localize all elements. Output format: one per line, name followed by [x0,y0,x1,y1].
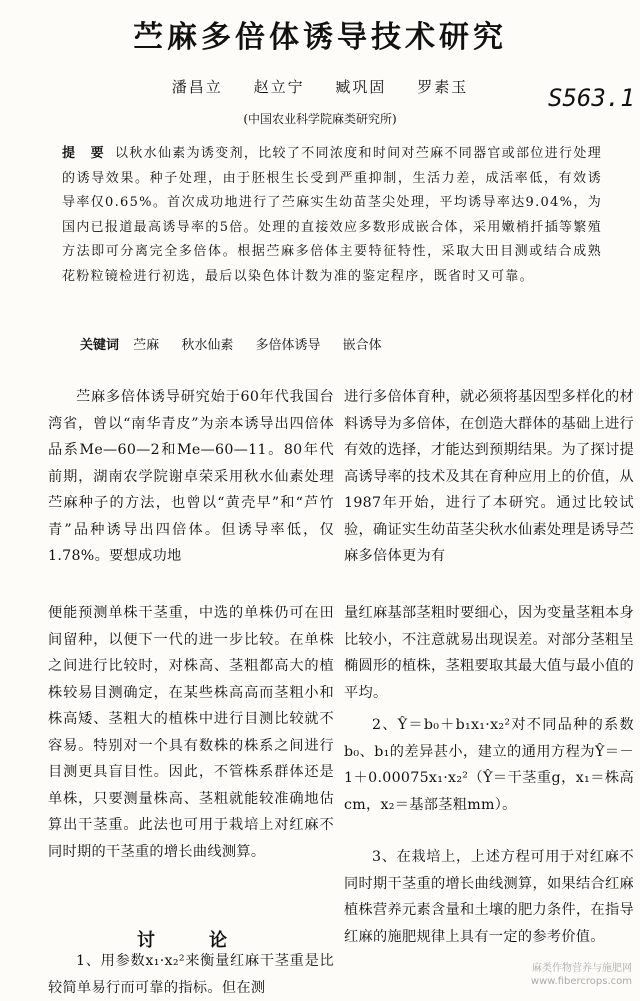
watermark [462,962,632,988]
keyword-3: 多倍体诱导 [255,338,321,353]
keywords [80,334,400,353]
abstract [62,142,602,289]
discussion-point-1: 1、用参数x₁·x₂²来衡量红麻干茎重是比较简单易行而可靠的指标。但在测 [48,953,334,996]
keyword-2: 秋水仙素 [181,338,234,353]
author-3: 臧巩固 [335,78,387,96]
keywords-label: 关键词 [80,338,120,353]
discussion-point-2: 2、Ŷ＝b₀＋b₁x₁·x₂²对不同品种的系数b₀、b₁的差异甚小，建立的通用方程为Ŷ＝－1＋0.00075x₁·x₂²（Ŷ＝干茎重g，x₁＝株高cm，x₂＝基部茎粗mm）。 [344,717,634,813]
abstract-label: 提 要 [62,146,105,161]
keyword-1: 苎麻 [133,338,160,353]
discussion-heading: 讨 论 [137,930,245,951]
watermark-line-2: www.fibercrops.com [530,976,632,987]
body-column-1-top: 苎麻多倍体诱导研究始于60年代我国台湾省，曾以“南华青皮”为亲本诱导出四倍体品系Me—60—2和Me—60—11。80年代前期，湖南农学院谢卓荣采用秋水仙素处理苎麻种子的方法，也曾以“黄壳早”和“芦竹青”品种诱导出四倍体。但诱导率低，仅1.78%。要想成功地 [48,389,334,564]
keyword-4: 嵌合体 [342,338,382,353]
abstract-text: 以秋水仙素为诱变剂，比较了不同浓度和时间对苎麻不同器官或部位进行处理的诱导效果。种子处理，由于胚根生长受到严重抑制，生活力差，成活率低，有效诱导率仅0.65%。首次成功地进行了苎麻实生幼苗茎尖处理，平均诱导率达9.04%，为国内已报道最高诱导率的5倍。处理的直接效应多数形成嵌合体，采用嫩梢扦插等繁殖方法即可分离完全多倍体。根据苎麻多倍体主要特征特性，采取大田目测或结合成熟花粉粒镜检进行初选，最后以染色体计数为准的鉴定程序，既省时又可靠。 [62,146,603,284]
body-column-2-top: 进行多倍体育种，就必须将基因型多样化的材料诱导为多倍体，在创造大群体的基础上进行有效的选择，才能达到预期结果。为了探讨提高诱导率的技术及其在育种应用上的价值，从1987年开始，进行了本研究。通过比较试验，确证实生幼苗茎尖秋水仙素处理是诱导苎麻多倍体更为有 [344,389,634,564]
author-list [0,76,640,97]
handwritten-classification-number: S563.1 [548,84,635,112]
page-title: 苎麻多倍体诱导技术研究 [133,20,507,55]
body-column-1-bottom: 便能预测单株干茎重，中选的单株仍可在田间留种，以便下一代的进一步比较。在单株之间进行比较时，对株高、茎粗都高大的植株较易目测确定，在某些株高高而茎粗小和株高矮、茎粗大的植株中进行目测比较就不容易。特别对一个具有数株的株系之间进行目测更具盲目性。因此，不管株系群体还是单株，只要测量株高、茎粗就能较准确地估算出干茎重。此法也可用于栽培上对红麻不同时期的干茎重的增长曲线测算。 [48,605,334,860]
watermark-line-1: 麻类作物营养与施肥网 [532,963,632,974]
discussion-point-3: 3、在栽培上，上述方程可用于对红麻不同时期干茎重的增长曲线测算，如果结合红麻植株营养元素含量和土壤的肥力条件，在指导红麻的施肥规律上具有一定的参考价值。 [344,849,634,945]
author-4: 罗素玉 [417,78,469,96]
body-column-2-bottom: 量红麻基部茎粗时要细心，因为变量茎粗本身比较小，不注意就易出现误差。对部分茎粗呈椭圆形的植株，茎粗要取其最大值与最小值的平均。 [344,605,634,701]
author-1: 潘昌立 [171,78,223,96]
author-2: 赵立宁 [253,78,305,96]
affiliation: (中国农业科学院麻类研究所) [243,112,397,126]
